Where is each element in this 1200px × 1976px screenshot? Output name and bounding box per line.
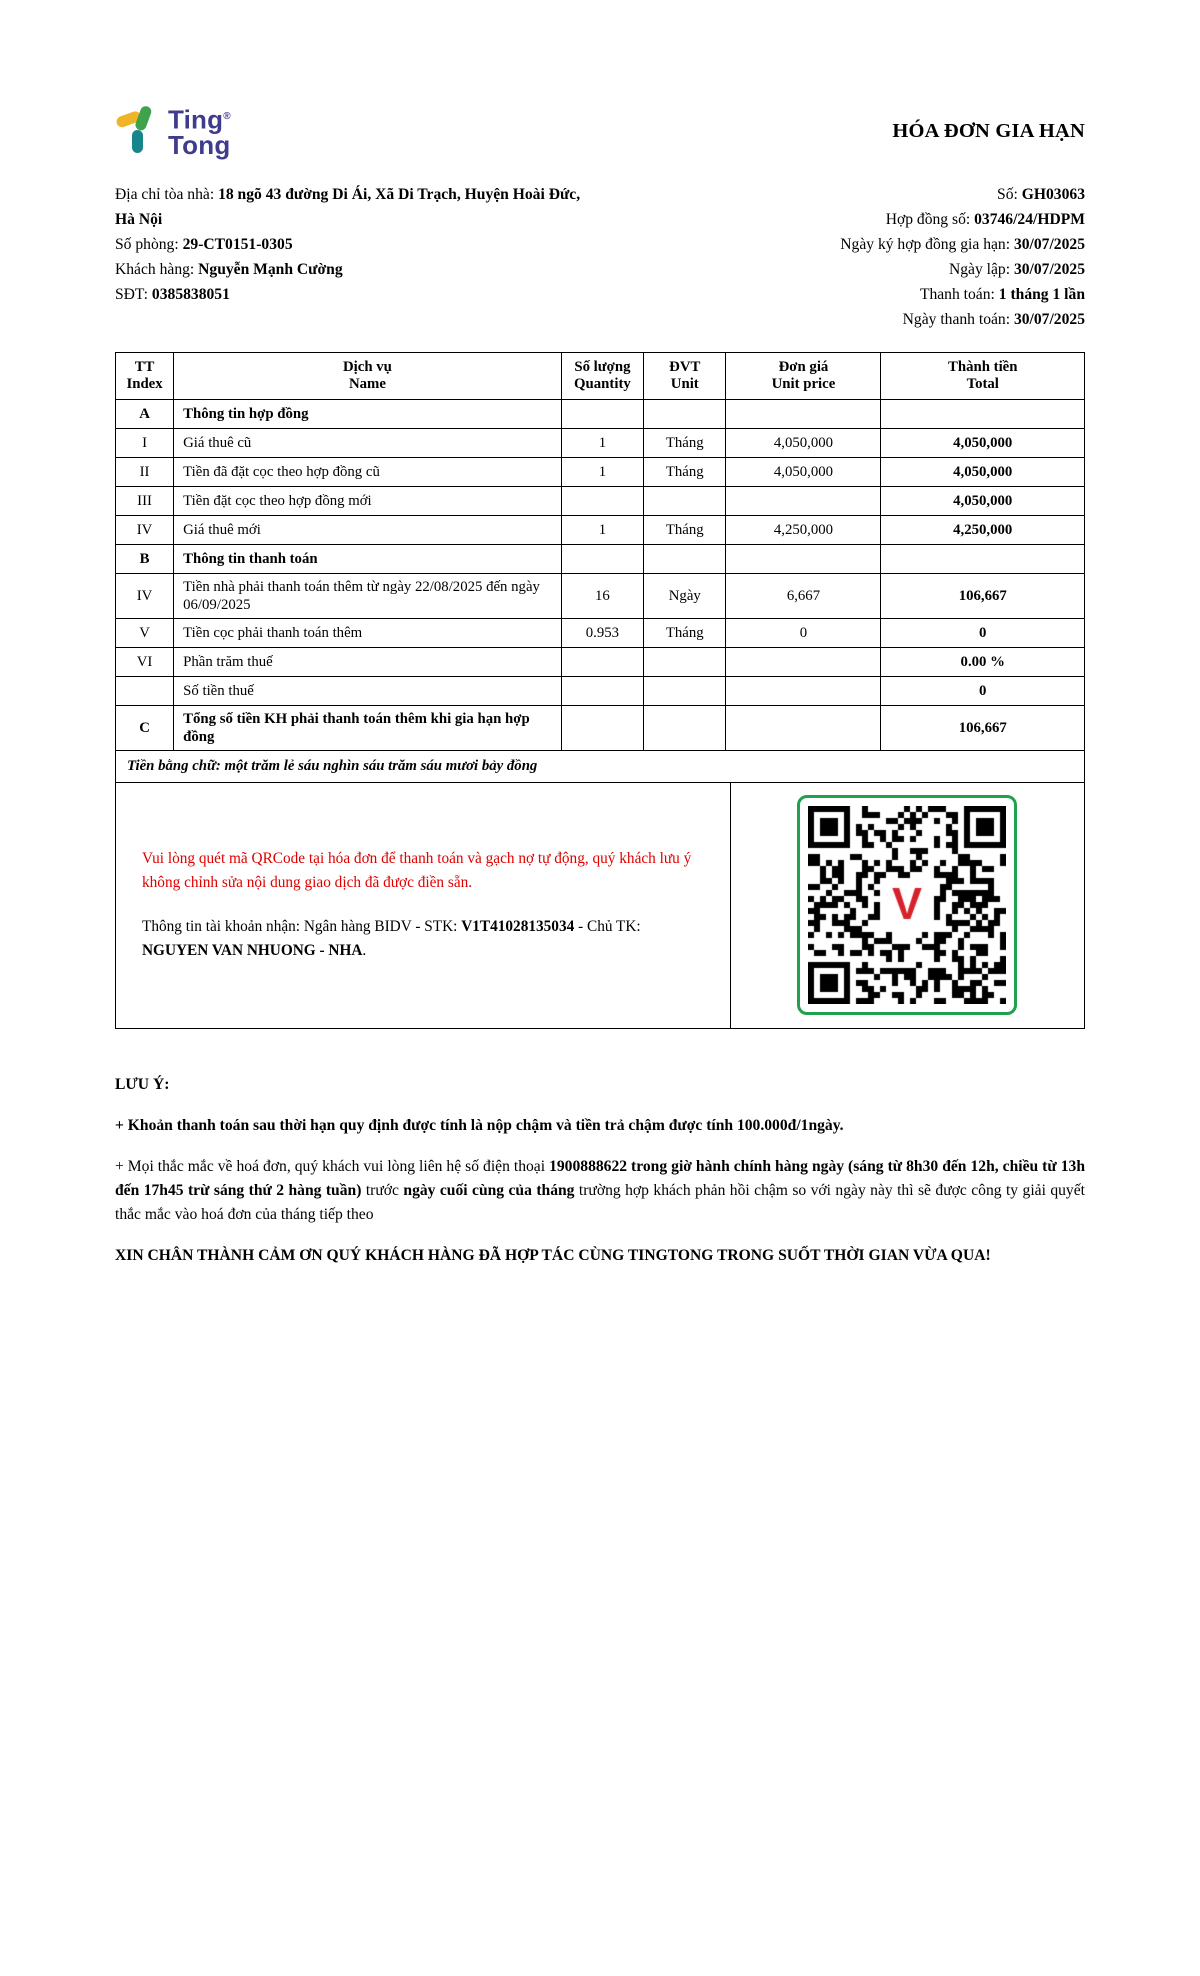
customer-name-line: [115, 257, 590, 282]
cell-unit-price: [726, 676, 881, 705]
invoice-header: [115, 104, 1085, 158]
header-line: Unit: [670, 375, 699, 392]
invoice-meta-block: [725, 182, 1085, 332]
cell-index: IV: [116, 573, 174, 618]
text-segment: 0385838051: [151, 285, 230, 303]
header-line: ĐVT: [669, 358, 701, 375]
text-segment: trường hợp khách phản hồi chậm so với ngày này thì sẽ được công ty giải quyết thắc mắc vào hoá đơn của tháng tiếp theo: [115, 1181, 1085, 1223]
table-row: [116, 705, 1085, 750]
tingtong-logo: [115, 104, 231, 158]
cell-total: [881, 544, 1085, 573]
text-segment: Số:: [997, 185, 1022, 203]
cell-index: II: [116, 457, 174, 486]
text-segment: trước: [361, 1181, 404, 1199]
cell-unit-price: [726, 544, 881, 573]
tingtong-logo-icon: [115, 104, 161, 156]
cell-index: C: [116, 705, 174, 750]
cell-quantity: 1: [561, 457, 643, 486]
table-row: [116, 515, 1085, 544]
hotline-note: [115, 1155, 1085, 1227]
cell-name: Tiền đặt cọc theo hợp đồng mới: [174, 486, 562, 515]
cell-unit: [644, 544, 726, 573]
invoice-number-line: [725, 182, 1085, 207]
text-segment: Địa chỉ tòa nhà:: [115, 185, 219, 203]
cell-quantity: [561, 676, 643, 705]
cell-name: Tổng số tiền KH phải thanh toán thêm khi gia hạn hợp đồng: [174, 705, 562, 750]
col-header-service: [174, 352, 562, 399]
cell-unit: Ngày: [644, 573, 726, 618]
bank-account-info: [142, 915, 704, 963]
cell-name: Số tiền thuế: [174, 676, 562, 705]
header-line: Name: [348, 375, 386, 392]
late-payment-note: + Khoản thanh toán sau thời hạn quy định được tính là nộp chậm và tiền trả chậm được tính 100.000đ/1ngày.: [115, 1116, 844, 1134]
cell-name: Tiền đã đặt cọc theo hợp đồng cũ: [174, 457, 562, 486]
cell-total: 106,667: [881, 705, 1085, 750]
text-segment: Ngày thanh toán:: [902, 310, 1014, 328]
cell-total: 4,050,000: [881, 428, 1085, 457]
header-line: Số lượng: [574, 358, 631, 375]
cell-unit: Tháng: [644, 428, 726, 457]
col-header-total: [881, 352, 1085, 399]
table-row: [116, 428, 1085, 457]
text-segment: 29-CT0151-0305: [182, 235, 293, 253]
text-segment: Nguyễn Mạnh Cường: [198, 260, 343, 278]
cell-quantity: [561, 399, 643, 428]
header-line: Dịch vụ: [342, 358, 392, 375]
cell-name: Tiền nhà phải thanh toán thêm từ ngày 22/08/2025 đến ngày 06/09/2025: [174, 573, 562, 618]
header-line: Đơn giá: [778, 358, 829, 375]
cell-index: A: [116, 399, 174, 428]
invoice-table: [115, 352, 1085, 751]
cell-name: Thông tin thanh toán: [174, 544, 562, 573]
table-row: [116, 618, 1085, 647]
text-segment: 30/07/2025: [1013, 235, 1085, 253]
text-segment: NGUYEN VAN NHUONG - NHA: [142, 942, 363, 960]
table-row: [116, 573, 1085, 618]
header-line: Thành tiền: [947, 358, 1018, 375]
renewal-sign-date-line: [725, 232, 1085, 257]
document-title: HÓA ĐƠN GIA HẠN: [892, 120, 1085, 142]
cell-total: 0.00 %: [881, 647, 1085, 676]
table-row: [116, 486, 1085, 515]
cell-unit: Tháng: [644, 457, 726, 486]
text-segment: Thanh toán:: [919, 285, 999, 303]
cell-unit-price: [726, 647, 881, 676]
header-line: Total: [966, 375, 999, 392]
building-address-line: [115, 182, 590, 232]
cell-unit: [644, 647, 726, 676]
cell-name: Giá thuê mới: [174, 515, 562, 544]
header-line: Unit price: [771, 375, 836, 392]
text-segment: V1T41028135034: [461, 918, 575, 936]
cell-index: III: [116, 486, 174, 515]
col-header-unit: [644, 352, 726, 399]
cell-unit: [644, 676, 726, 705]
cell-total: [881, 399, 1085, 428]
cell-name: Phần trăm thuế: [174, 647, 562, 676]
col-header-quantity: [561, 352, 643, 399]
cell-index: V: [116, 618, 174, 647]
thank-you-note: XIN CHÂN THÀNH CẢM ƠN QUÝ KHÁCH HÀNG ĐÃ HỢP TÁC CÙNG TINGTONG TRONG SUỐT THỜI GIAN VỪA QUA!: [115, 1246, 991, 1264]
header-line: Index: [126, 375, 163, 392]
invoice-info: [115, 182, 1085, 332]
text-segment: Ngày ký hợp đồng gia hạn:: [840, 235, 1014, 253]
registered-mark: ®: [223, 111, 231, 122]
tingtong-logo-text: [168, 104, 231, 158]
cell-total: 4,050,000: [881, 457, 1085, 486]
text-segment: Thông tin tài khoản nhận: Ngân hàng BIDV - STK:: [142, 918, 462, 936]
text-segment: Ngày lập:: [948, 260, 1014, 278]
cell-quantity: [561, 486, 643, 515]
customer-info-block: [115, 182, 590, 332]
notes-title: LƯU Ý:: [115, 1075, 170, 1093]
qr-code: [808, 806, 1006, 1004]
text-segment: Hợp đồng số:: [885, 210, 975, 228]
customer-phone-line: [115, 282, 590, 307]
text-segment: SĐT:: [115, 285, 152, 303]
cell-index: [116, 676, 174, 705]
text-segment: 30/07/2025: [1013, 260, 1085, 278]
table-row: [116, 544, 1085, 573]
payment-date-line: [725, 307, 1085, 332]
cell-quantity: 0.953: [561, 618, 643, 647]
cell-unit-price: [726, 399, 881, 428]
cell-index: I: [116, 428, 174, 457]
col-header-unit-price: [726, 352, 881, 399]
cell-index: B: [116, 544, 174, 573]
cell-total: 0: [881, 676, 1085, 705]
logo-word-tong: Tong: [168, 129, 231, 160]
text-segment: 30/07/2025: [1013, 310, 1085, 328]
cell-total: 4,050,000: [881, 486, 1085, 515]
qr-code-area: [731, 783, 1084, 1028]
text-segment: 18 ngõ 43 đường Di Ái, Xã Di Trạch, Huyện Hoài Đức, Hà Nội: [115, 185, 581, 228]
text-segment: GH03063: [1021, 185, 1085, 203]
cell-unit-price: 0: [726, 618, 881, 647]
text-segment: .: [362, 942, 367, 960]
text-segment: ngày cuối cùng của tháng: [403, 1181, 575, 1199]
cell-unit-price: 4,250,000: [726, 515, 881, 544]
issue-date-line: [725, 257, 1085, 282]
payment-instructions: [116, 783, 731, 1028]
cell-unit: [644, 705, 726, 750]
cell-unit-price: 4,050,000: [726, 428, 881, 457]
cell-quantity: 16: [561, 573, 643, 618]
amount-in-words: Tiền bằng chữ: một trăm lẻ sáu nghìn sáu trăm sáu mươi bảy đồng: [115, 751, 1085, 783]
table-header-row: [116, 352, 1085, 399]
qr-code-frame: [797, 795, 1017, 1015]
text-segment: 1 tháng 1 lần: [998, 285, 1085, 303]
table-row: [116, 399, 1085, 428]
cell-quantity: [561, 705, 643, 750]
logo-word-ting: [168, 104, 231, 133]
cell-quantity: 1: [561, 428, 643, 457]
table-row: [116, 676, 1085, 705]
text-segment: Số phòng:: [115, 235, 183, 253]
cell-index: VI: [116, 647, 174, 676]
cell-name: Tiền cọc phải thanh toán thêm: [174, 618, 562, 647]
cell-total: 0: [881, 618, 1085, 647]
cell-unit: [644, 399, 726, 428]
contract-number-line: [725, 207, 1085, 232]
col-header-index: [116, 352, 174, 399]
text-segment: 1900888622 trong giờ hành chính hàng ngày (sáng từ 8h30 đến 12h, chiều từ 13h đến 17h45 trừ sáng thứ 2 hàng tuần): [115, 1157, 1085, 1199]
payment-section: [115, 783, 1085, 1029]
cell-name: Giá thuê cũ: [174, 428, 562, 457]
cell-unit-price: 4,050,000: [726, 457, 881, 486]
text-segment: 03746/24/HDPM: [974, 210, 1085, 228]
table-row: [116, 457, 1085, 486]
cell-quantity: [561, 647, 643, 676]
invoice-table-body: [116, 399, 1085, 750]
text-segment: Khách hàng:: [115, 260, 199, 278]
cell-name: Thông tin hợp đồng: [174, 399, 562, 428]
text-segment: - Chủ TK:: [574, 918, 641, 936]
cell-total: 4,250,000: [881, 515, 1085, 544]
qr-instruction-text: Vui lòng quét mã QRCode tại hóa đơn để thanh toán và gạch nợ tự động, quý khách lưu ý không chỉnh sửa nội dung giao dịch đã được điền sẵn.: [142, 850, 692, 892]
cell-unit-price: 6,667: [726, 573, 881, 618]
cell-quantity: [561, 544, 643, 573]
cell-unit: Tháng: [644, 618, 726, 647]
notes-section: [115, 1073, 1085, 1268]
text-segment: + Mọi thắc mắc về hoá đơn, quý khách vui lòng liên hệ số điện thoại: [115, 1157, 550, 1175]
cell-total: 106,667: [881, 573, 1085, 618]
header-line: TT: [134, 358, 155, 375]
logo-ting: Ting: [168, 104, 224, 135]
cell-unit: Tháng: [644, 515, 726, 544]
cell-unit-price: [726, 486, 881, 515]
cell-unit-price: [726, 705, 881, 750]
cell-index: IV: [116, 515, 174, 544]
payment-cycle-line: [725, 282, 1085, 307]
table-row: [116, 647, 1085, 676]
room-number-line: [115, 232, 590, 257]
cell-quantity: 1: [561, 515, 643, 544]
cell-unit: [644, 486, 726, 515]
header-line: Quantity: [574, 375, 631, 392]
